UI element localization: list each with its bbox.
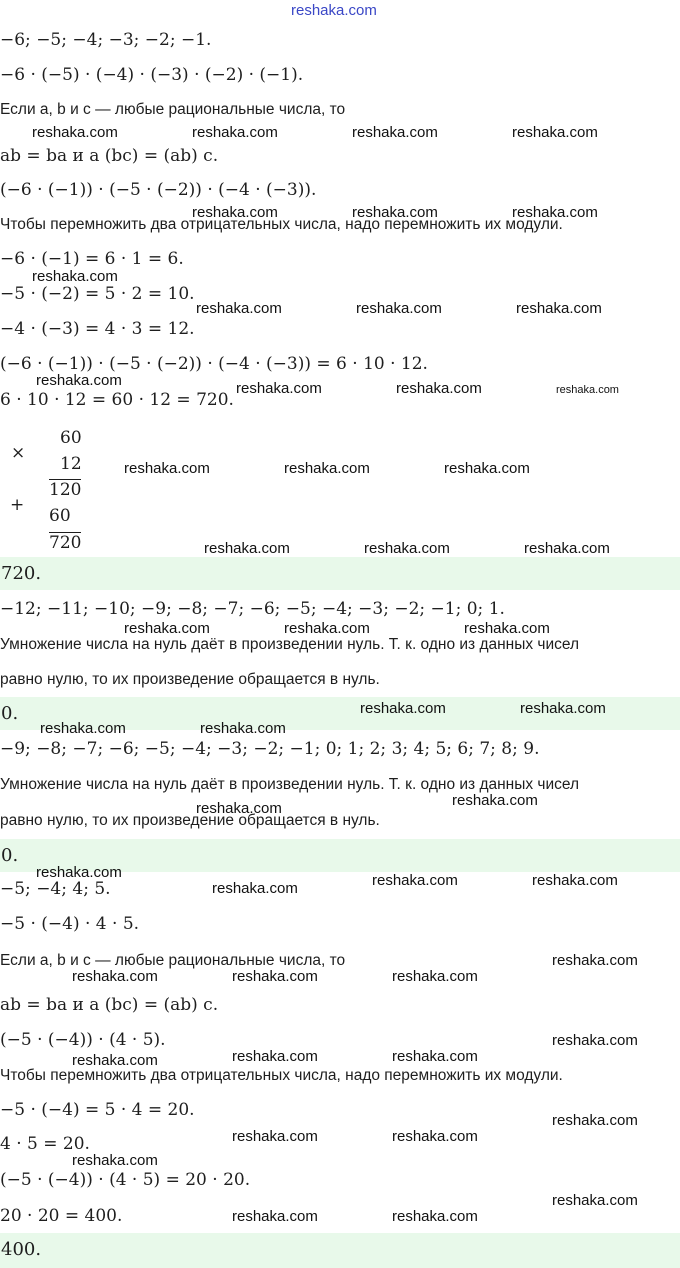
rule-text: Умножение числа на нуль даёт в произведении нуль. Т. к. одно из данных чисел bbox=[0, 636, 580, 653]
watermark: reshaka.com bbox=[232, 1208, 318, 1225]
watermark: reshaka.com bbox=[232, 1128, 318, 1145]
calc-line: −5 · (−4) = 5 · 4 = 20. bbox=[0, 1100, 195, 1120]
watermark: reshaka.com bbox=[360, 700, 446, 717]
rule-text: Чтобы перемножить два отрицательных числа, надо перемножить их модули. bbox=[0, 1067, 563, 1084]
rule-text: Если a, b и c — любые рациональные числа, то bbox=[0, 952, 346, 969]
numbers-list: −9; −8; −7; −6; −5; −4; −3; −2; −1; 0; 1; 2; 3; 4; 5; 6; 7; 8; 9. bbox=[0, 739, 540, 759]
calc-line: 20 · 20 = 400. bbox=[0, 1206, 123, 1226]
multiplication-result: 720 bbox=[49, 533, 82, 553]
watermark: reshaka.com bbox=[72, 968, 158, 985]
watermark: reshaka.com bbox=[192, 204, 278, 221]
watermark: reshaka.com bbox=[552, 1112, 638, 1129]
numbers-list: −5; −4; 4; 5. bbox=[0, 879, 111, 899]
rule-text: равно нулю, то их произведение обращается в нуль. bbox=[0, 812, 380, 829]
calc-line: −4 · (−3) = 4 · 3 = 12. bbox=[0, 319, 195, 339]
watermark: reshaka.com bbox=[236, 380, 322, 397]
calc-line: −6 · (−1) = 6 · 1 = 6. bbox=[0, 249, 184, 269]
grouped-product: (−6 · (−1)) · (−5 · (−2)) · (−4 · (−3)). bbox=[0, 180, 317, 200]
calc-line: 4 · 5 = 20. bbox=[0, 1134, 90, 1154]
answer-box bbox=[0, 1233, 680, 1268]
watermark: reshaka.com bbox=[232, 1048, 318, 1065]
multiplicand: 60 bbox=[60, 428, 82, 448]
calc-line: (−5 · (−4)) · (4 · 5) = 20 · 20. bbox=[0, 1170, 251, 1190]
commutative-law: ab = ba и a (bc) = (ab) c. bbox=[0, 995, 219, 1015]
watermark: reshaka.com bbox=[32, 124, 118, 141]
watermark: reshaka.com bbox=[452, 792, 538, 809]
calc-line: −5 · (−2) = 5 · 2 = 10. bbox=[0, 284, 195, 304]
grouped-product: (−5 · (−4)) · (4 · 5). bbox=[0, 1030, 166, 1050]
watermark: reshaka.com bbox=[192, 124, 278, 141]
rule-text: Чтобы перемножить два отрицательных числа, надо перемножить их модули. bbox=[0, 216, 563, 233]
watermark: reshaka.com bbox=[392, 1208, 478, 1225]
watermark: reshaka.com bbox=[552, 1192, 638, 1209]
watermark: reshaka.com bbox=[552, 952, 638, 969]
watermark: reshaka.com bbox=[212, 880, 298, 897]
calc-line: 6 · 10 · 12 = 60 · 12 = 720. bbox=[0, 390, 234, 410]
rule-text: Умножение числа на нуль даёт в произведении нуль. Т. к. одно из данных чисел bbox=[0, 776, 580, 793]
commutative-law: ab = ba и a (bc) = (ab) c. bbox=[0, 146, 219, 166]
product-expression: −6 · (−5) · (−4) · (−3) · (−2) · (−1). bbox=[0, 65, 304, 85]
watermark: reshaka.com bbox=[552, 1032, 638, 1049]
answer-value: 0. bbox=[1, 703, 19, 724]
watermark: reshaka.com bbox=[356, 300, 442, 317]
product-expression: −5 · (−4) · 4 · 5. bbox=[0, 914, 140, 934]
watermark: reshaka.com bbox=[32, 268, 118, 285]
watermark: reshaka.com bbox=[520, 700, 606, 717]
times-sign: × bbox=[11, 443, 26, 463]
answer-value: 720. bbox=[1, 563, 42, 584]
watermark: reshaka.com bbox=[512, 204, 598, 221]
answer-value: 0. bbox=[1, 845, 19, 866]
partial-product-2: 60 bbox=[49, 506, 71, 526]
watermark: reshaka.com bbox=[512, 124, 598, 141]
watermark: reshaka.com bbox=[124, 460, 210, 477]
watermark: reshaka.com bbox=[72, 1152, 158, 1169]
watermark: reshaka.com bbox=[40, 720, 126, 737]
watermark: reshaka.com bbox=[516, 300, 602, 317]
multiplier: 12 bbox=[60, 454, 82, 474]
rule-text: равно нулю, то их произведение обращается в нуль. bbox=[0, 671, 380, 688]
watermark: reshaka.com bbox=[396, 380, 482, 397]
watermark: reshaka.com bbox=[532, 872, 618, 889]
watermark: reshaka.com bbox=[392, 1048, 478, 1065]
watermark: reshaka.com bbox=[352, 204, 438, 221]
watermark: reshaka.com bbox=[36, 372, 122, 389]
watermark: reshaka.com bbox=[196, 800, 282, 817]
watermark: reshaka.com bbox=[372, 872, 458, 889]
answer-value: 400. bbox=[1, 1239, 42, 1260]
numbers-list: −12; −11; −10; −9; −8; −7; −6; −5; −4; −3; −2; −1; 0; 1. bbox=[0, 599, 505, 619]
watermark: reshaka.com bbox=[464, 620, 550, 637]
site-header-link[interactable]: reshaka.com bbox=[291, 2, 377, 19]
watermark: reshaka.com bbox=[124, 620, 210, 637]
watermark: reshaka.com bbox=[72, 1052, 158, 1069]
answer-box bbox=[0, 557, 680, 590]
watermark: reshaka.com bbox=[392, 1128, 478, 1145]
watermark: reshaka.com bbox=[392, 968, 478, 985]
watermark: reshaka.com bbox=[196, 300, 282, 317]
watermark: reshaka.com bbox=[524, 540, 610, 557]
watermark: reshaka.com bbox=[284, 460, 370, 477]
watermark: reshaka.com bbox=[556, 384, 619, 396]
watermark: reshaka.com bbox=[204, 540, 290, 557]
watermark: reshaka.com bbox=[444, 460, 530, 477]
plus-sign: + bbox=[10, 495, 25, 515]
watermark: reshaka.com bbox=[284, 620, 370, 637]
watermark: reshaka.com bbox=[352, 124, 438, 141]
numbers-list: −6; −5; −4; −3; −2; −1. bbox=[0, 30, 212, 50]
partial-product-1: 120 bbox=[49, 480, 82, 500]
watermark: reshaka.com bbox=[232, 968, 318, 985]
watermark: reshaka.com bbox=[200, 720, 286, 737]
watermark: reshaka.com bbox=[364, 540, 450, 557]
watermark: reshaka.com bbox=[36, 864, 122, 881]
calc-line: (−6 · (−1)) · (−5 · (−2)) · (−4 · (−3)) = 6 · 10 · 12. bbox=[0, 354, 428, 374]
rule-text: Если a, b и c — любые рациональные числа, то bbox=[0, 101, 346, 118]
